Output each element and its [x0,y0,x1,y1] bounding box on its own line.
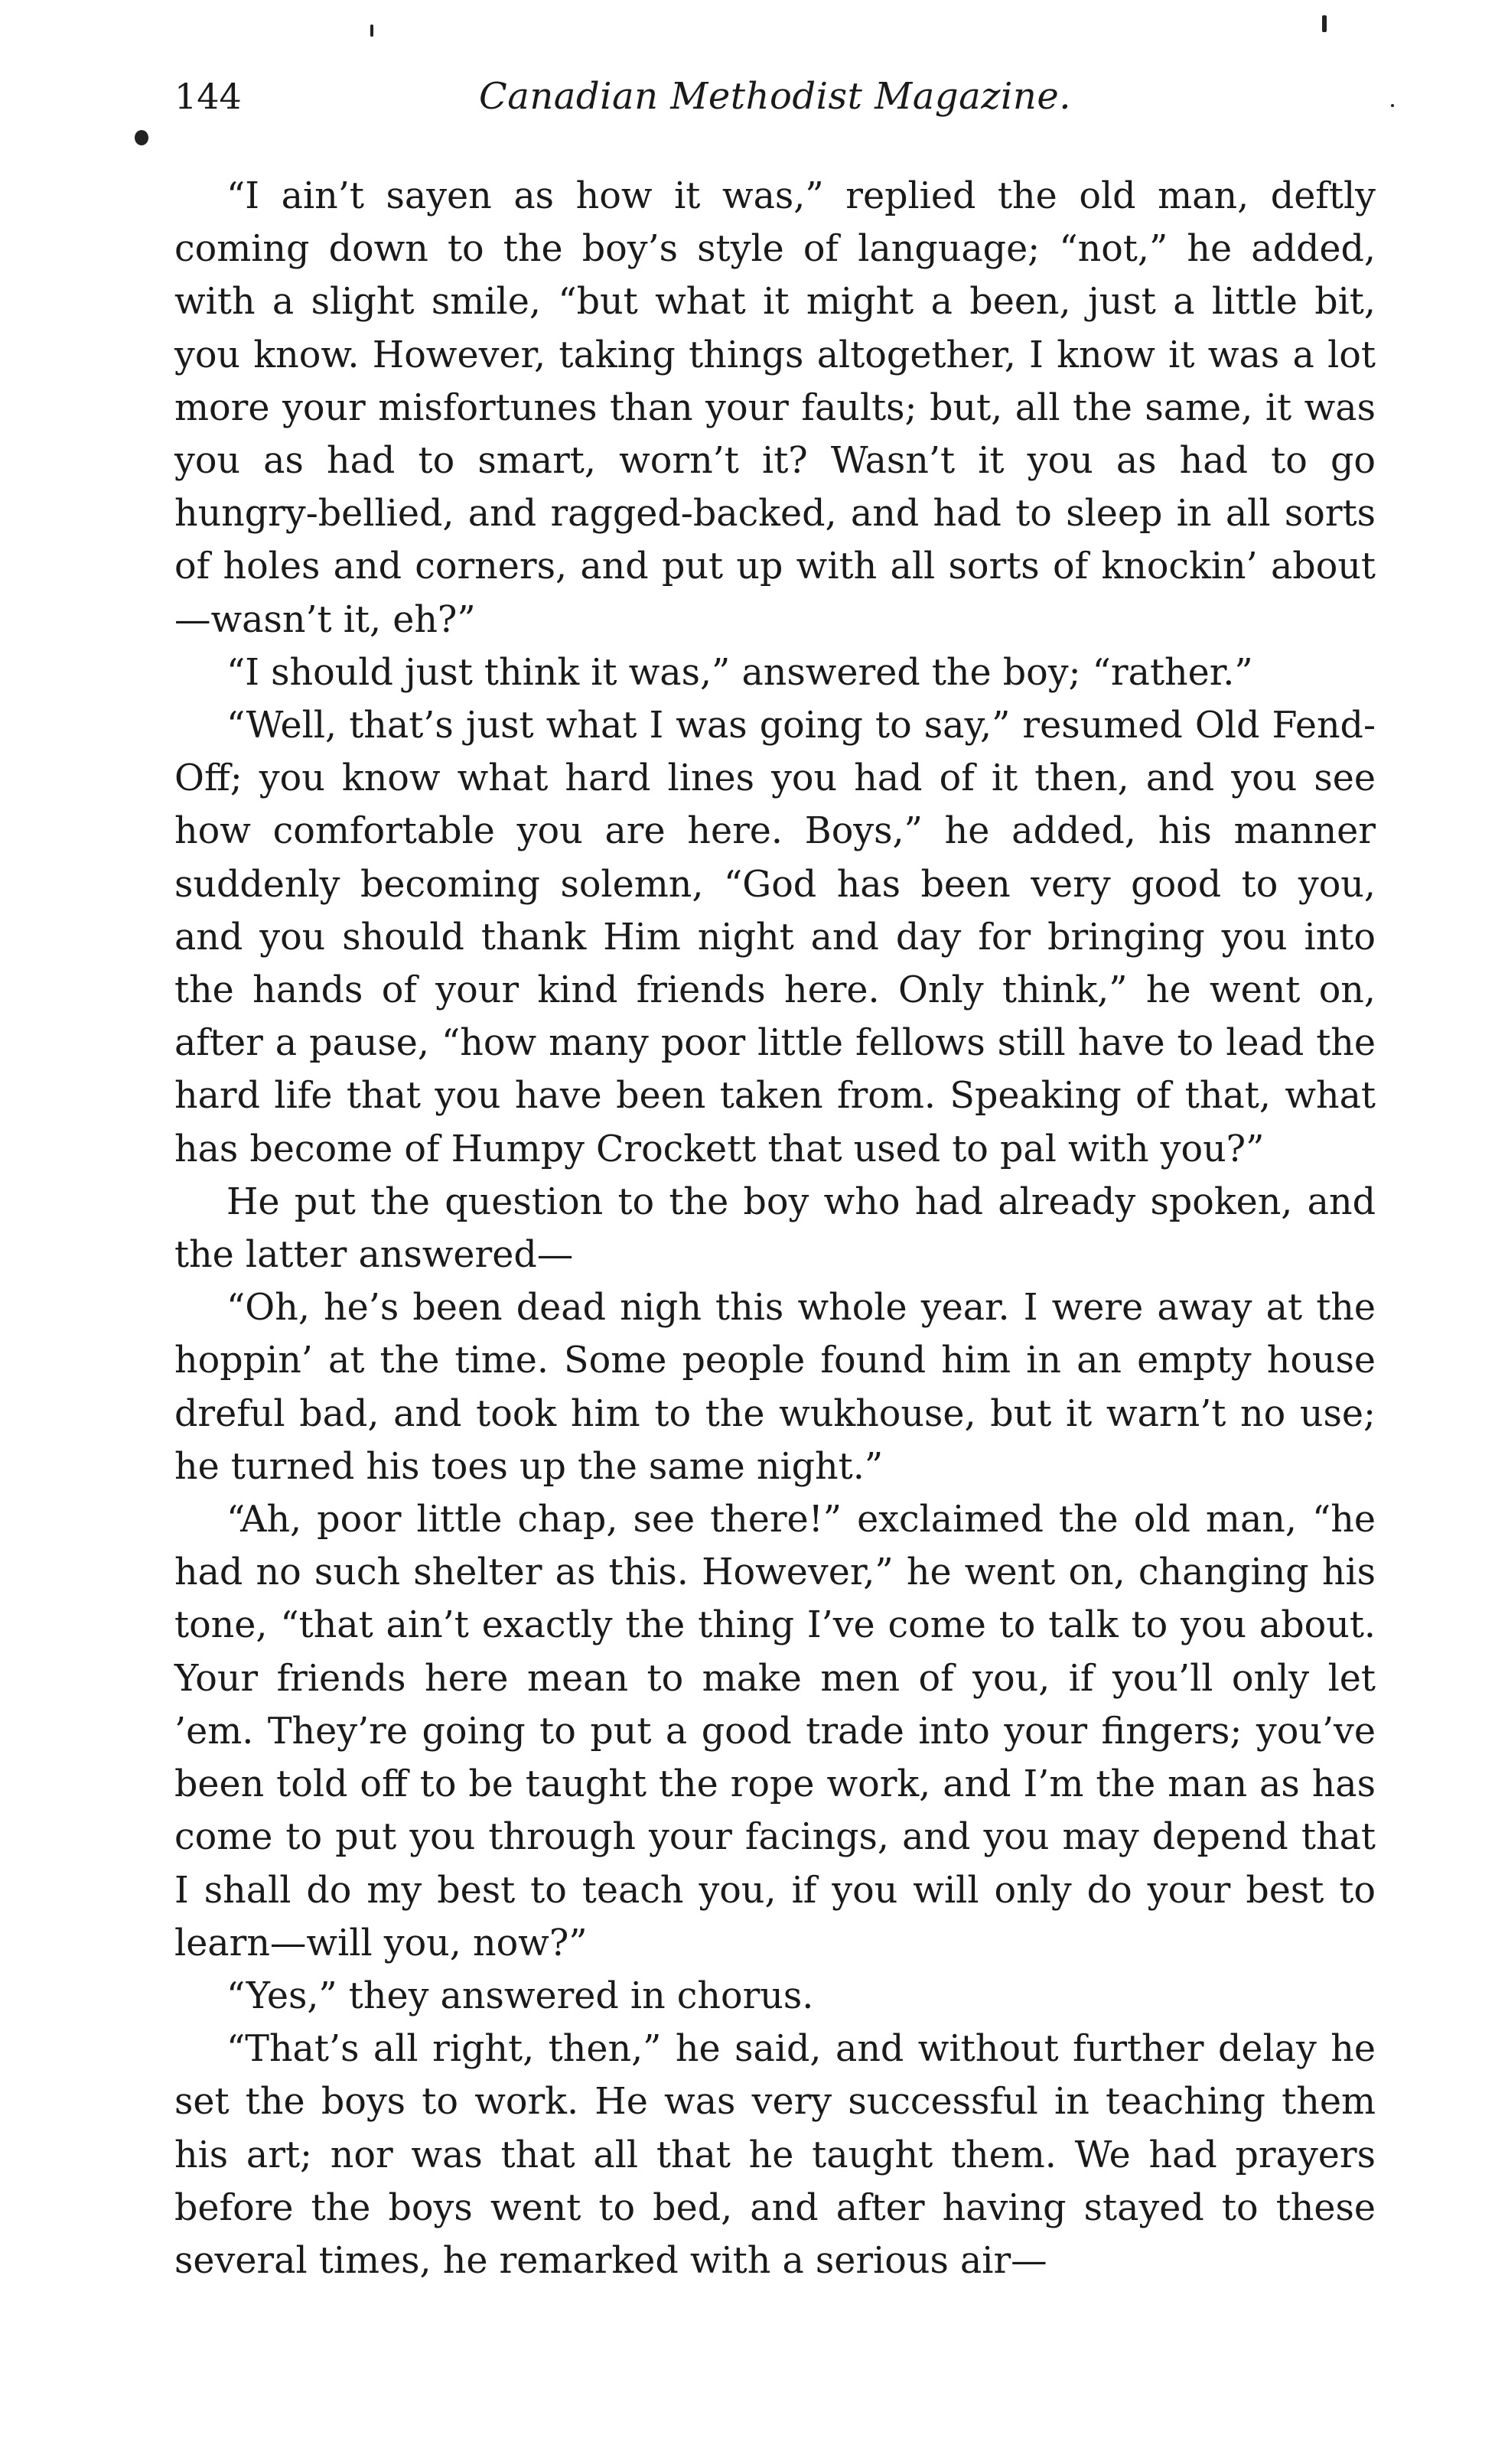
paragraph: “I should just think it was,” answered the boy; “rather.” [226,651,1253,694]
ink-speck [135,130,148,145]
paragraph: “That’s all right, then,” he said, and without further delay he set the boys to work. He was very successful in teaching them his art; nor was that all that he taught them. We had prayers before the boys went to bed, and after having stayed to these several times, he remarked with a serious air— [174,2028,1376,2282]
paragraph: “Well, that’s just what I was going to say,” resumed Old Fend-Off; you know what hard lines you had of it then, and you see how comfortable you are here. Boys,” he added, his manner suddenly becoming solemn, “God has been very good to you, and you should thank Him night and day for bringing you into the hands of your kind friends here. Only think,” he went on, after a pause, “how many poor little fellows still have to lead the hard life that you have been taken from. Speaking of that, what has become of Humpy Crockett that used to pal with you?” [174,705,1376,1170]
paragraph: “Ah, poor little chap, see there!” exclaimed the old man, “he had no such shelter as this. However,” he went on, changing his tone, “that ain’t exactly the thing I’ve come to talk to you about. Your friends here mean to make men of you, if you’ll only let ’em. They’re going to put a good trade into your fingers; you’ve been told off to be taught the rope work, and I’m the man as has come to put you through your facings, and you may depend that I shall do my best to teach you, if you will only do your best to learn—will you, now?” [174,1499,1376,1964]
paragraph: He put the question to the boy who had already spoken, and the latter answered— [174,1180,1376,1277]
page-body [174,170,1376,2287]
running-title: Canadian Methodist Magazine. [479,75,1071,118]
paragraph: “Oh, he’s been dead nigh this whole year. I were away at the hoppin’ at the time. Some people found him in an empty house dreful bad, and took him to the wukhouse, but it warn’t no use; he turned his toes up the same night.” [174,1287,1376,1488]
ink-speck [1391,104,1394,107]
ink-speck [370,24,373,37]
paragraph: “I ain’t sayen as how it was,” replied the old man, deftly coming down to the boy’s style of language; “not,” he added, with a slight smile, “but what it might a been, just a little bit, you know. However, taking things altogether, I know it was a lot more your misfortunes than your faults; but, all the same, it was you as had to smart, worn’t it? Wasn’t it you as had to go hungry-bellied, and ragged-backed, and had to sleep in all sorts of holes and corners, and put up with all sorts of knockin’ about—wasn’t it, eh?” [174,175,1376,641]
page-number: 144 [174,76,242,117]
ink-speck [1322,15,1327,32]
page-header [174,73,1376,142]
paragraph: “Yes,” they answered in chorus. [226,1974,814,2017]
